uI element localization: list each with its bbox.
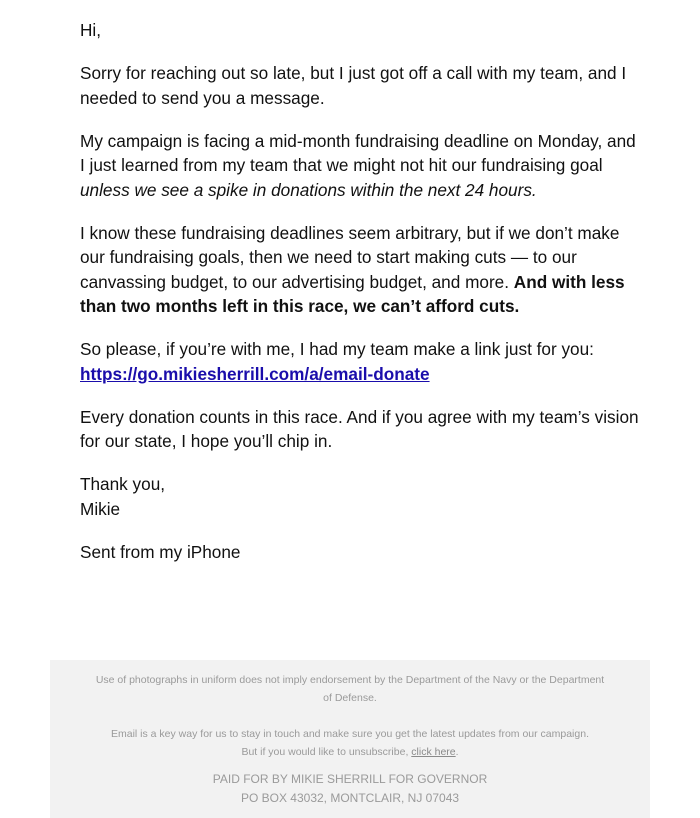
paragraph-deadline xyxy=(80,129,640,203)
email-footer xyxy=(50,660,650,818)
footer-paid-for xyxy=(50,770,650,808)
unsubscribe-link[interactable]: click here xyxy=(411,746,456,758)
donate-link[interactable]: https://go.mikiesherrill.com/a/email-donate xyxy=(80,363,430,384)
unsubscribe-line-2-end: . xyxy=(455,746,459,758)
paragraph-deadline-text: My campaign is facing a mid-month fundraising deadline on Monday, and I just learned from my team that we might not hit our fundraising goal xyxy=(80,130,636,175)
unsubscribe-line-1: Email is a key way for us to stay in touch and make sure you get the latest updates from our campaign. xyxy=(111,728,589,740)
signoff-block xyxy=(80,472,640,521)
paragraph-cuts xyxy=(80,221,640,319)
address-line: PO BOX 43032, MONTCLAIR, NJ 07043 xyxy=(240,791,460,805)
paragraph-link xyxy=(80,337,640,386)
paragraph-link-text: So please, if you’re with me, I had my team make a link just for you: xyxy=(80,339,594,359)
paragraph-chip-in: Every donation counts in this race. And if you agree with my team’s vision for our state, I hope you’ll chip in. xyxy=(80,406,639,451)
paragraph-deadline-italic: unless we see a spike in donations within the next 24 hours. xyxy=(80,179,537,200)
paid-for-line: PAID FOR BY MIKIE SHERRILL FOR GOVERNOR xyxy=(212,772,488,786)
unsubscribe-line-2-text: But if you would like to unsubscribe, xyxy=(241,746,412,758)
paragraph-late-message: Sorry for reaching out so late, but I just got off a call with my team, and I needed to send you a message. xyxy=(80,63,627,108)
paragraph-cuts-bold: And with less than two months left in this race, we can’t afford cuts. xyxy=(80,271,625,316)
email-body xyxy=(80,18,640,564)
sent-from: Sent from my iPhone xyxy=(80,541,241,562)
signature: Mikie xyxy=(80,498,121,519)
footer-unsubscribe xyxy=(80,725,620,761)
greeting: Hi, xyxy=(80,20,102,40)
footer-disclaimer: Use of photographs in uniform does not imply endorsement by the Department of the Navy or the Department of Defense. xyxy=(95,674,605,704)
signoff: Thank you, xyxy=(80,474,166,494)
unsubscribe-line-2 xyxy=(80,743,620,761)
paragraph-cuts-text: I know these fundraising deadlines seem arbitrary, but if we don’t make our fundraising goals, then we need to start making cuts — to our canvassing budget, to our advertising budget, and more. xyxy=(80,222,620,292)
